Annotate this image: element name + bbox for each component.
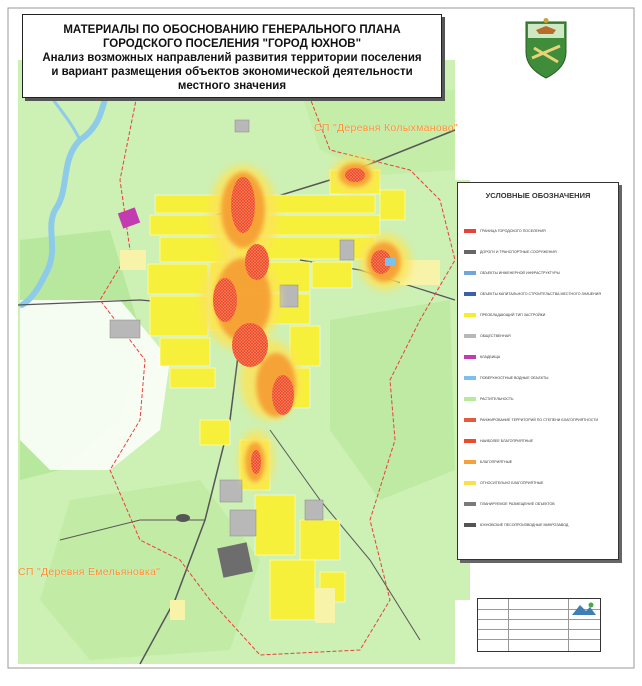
legend-label: КЛАДБИЩА: [480, 355, 501, 359]
label-kolykhmanovo: СП "Деревня Колыхманово": [314, 122, 458, 134]
legend-swatch: [464, 502, 476, 506]
map-title: [22, 14, 442, 98]
legend-swatch: [464, 271, 476, 275]
coat-of-arms-icon: [520, 18, 572, 80]
legend-label: РАСТИТЕЛЬНОСТЬ: [480, 397, 514, 401]
legend-label: ДОРОГИ И ТРАНСПОРТНЫЕ СООРУЖЕНИЯ: [480, 250, 557, 254]
title-block-stamp: [477, 598, 601, 652]
legend-swatch: [464, 334, 476, 338]
legend-swatch: [464, 250, 476, 254]
map-legend: [457, 182, 619, 560]
legend-label: БЛАГОПРИЯТНЫЕ: [480, 460, 513, 464]
legend-label: ГРАНИЦА ГОРОДСКОГО ПОСЕЛЕНИЯ: [480, 229, 546, 233]
designer-logo-icon: [570, 601, 598, 617]
title-line-5: местного значения: [177, 80, 287, 92]
title-line-1: МАТЕРИАЛЫ ПО ОБОСНОВАНИЮ ГЕНЕРАЛЬНОГО ПЛАНА: [63, 24, 401, 36]
legend-label: ПОВЕРХНОСТНЫЕ ВОДНЫЕ ОБЪЕКТЫ: [480, 376, 549, 380]
legend-label: ОТНОСИТЕЛЬНО БЛАГОПРИЯТНЫЕ: [480, 481, 544, 485]
legend-swatch: [464, 376, 476, 380]
legend-swatch: [464, 460, 476, 464]
legend-label: РАНЖИРОВАНИЕ ТЕРРИТОРИЙ ПО СТЕПЕНИ БЛАГОПРИЯТНОСТИ: [480, 418, 599, 422]
legend-label: ОБЩЕСТВЕННАЯ: [480, 334, 511, 338]
legend-swatch: [464, 229, 476, 233]
legend-swatch: [464, 355, 476, 359]
legend-label: ЮХНОВСКИЕ ПЕСОПРОИЗВОДНЫЕ МИКРОЗАВОД: [480, 523, 569, 527]
label-emelyanovka: СП "Деревня Емельяновка": [18, 566, 161, 578]
legend-swatch: [464, 481, 476, 485]
microplant-marker: [176, 514, 190, 522]
industrial-plot: [217, 542, 253, 578]
legend-title: УСЛОВНЫЕ ОБОЗНАЧЕНИЯ: [485, 191, 591, 200]
legend-label: ОБЪЕКТЫ ИНЖЕНЕРНОЙ ИНФРАСТРУКТУРЫ: [480, 271, 560, 275]
legend-swatch: [464, 292, 476, 296]
lake-marker: [385, 258, 395, 266]
legend-label: ОБЪЕКТЫ КАПИТАЛЬНОГО СТРОИТЕЛЬСТВА МЕСТНОГО ЗНАЧЕНИЯ: [480, 292, 601, 296]
legend-swatch: [464, 313, 476, 317]
legend-label: НАИБОЛЕЕ БЛАГОПРИЯТНЫЕ: [480, 439, 533, 443]
legend-swatch: [464, 397, 476, 401]
title-line-2: ГОРОДСКОГО ПОСЕЛЕНИЯ "ГОРОД ЮХНОВ": [102, 38, 362, 50]
legend-label: ПЛАНИРУЕМОЕ РАЗМЕЩЕНИЕ ОБЪЕКТОВ: [480, 502, 555, 506]
legend-label: ПРЕОБЛАДАЮЩИЙ ТИП ЗАСТРОЙКИ: [480, 313, 546, 317]
title-line-3: Анализ возможных направлений развития территории поселения: [42, 52, 422, 64]
legend-swatch: [464, 418, 476, 422]
legend-swatch: [464, 523, 476, 527]
title-line-4: и вариант размещения объектов экономической деятельности: [51, 66, 413, 78]
legend-swatch: [464, 439, 476, 443]
